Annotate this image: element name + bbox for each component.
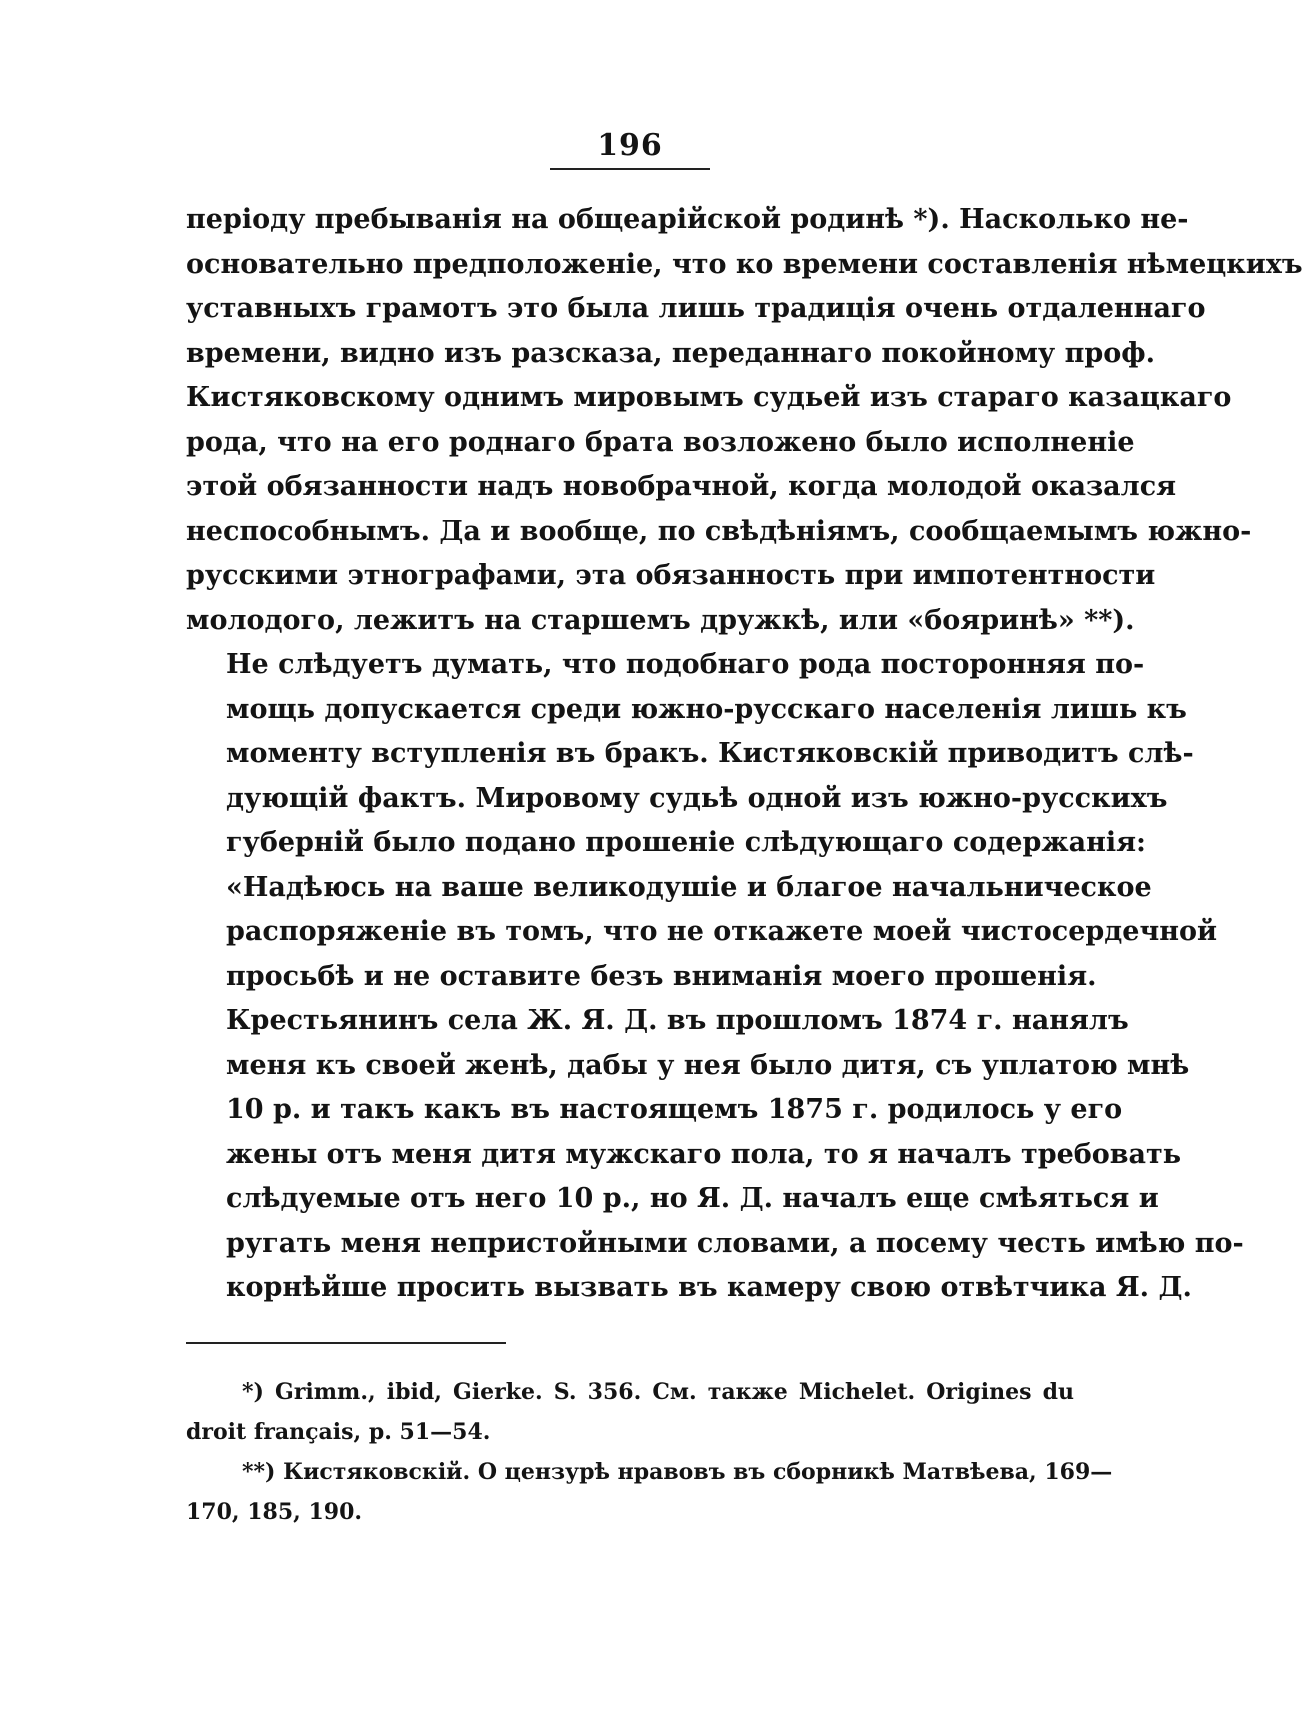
text-line: жены отъ меня дитя мужскаго пола, то я началъ требовать — [226, 1138, 1182, 1170]
text-line: губерній было подано прошеніе слѣдующаго содержанія: — [226, 827, 1147, 858]
text-line: моменту вступленія въ бракъ. Кистяковскій приводитъ слѣ- — [226, 738, 1194, 769]
text-line: «Надѣюсь на ваше великодушіе и благое начальническое — [226, 871, 1152, 903]
text-line: Крестьянинъ села Ж. Я. Д. въ прошломъ 1874 г. нанялъ — [226, 1005, 1129, 1036]
footnote-line: **) Кистяковскій. О цензурѣ нравовъ въ сборникѣ Матвѣева, 169— — [242, 1459, 1113, 1485]
paragraph-1 — [186, 198, 1303, 643]
text-line: русскими этнографами, эта обязанность при импотентности — [186, 560, 1156, 591]
footnote-separator — [186, 1342, 506, 1344]
footnote-line: *) Grimm., ibid, Gierke. S. 356. См. также Michelet. Origines du — [242, 1379, 1074, 1405]
text-line: распоряженіе въ томъ, что не откажете моей чистосердечной — [226, 916, 1218, 947]
text-line: основательно предположеніе, что ко времени составленія нѣмецкихъ — [186, 248, 1303, 280]
text-line: уставныхъ грамотъ это была лишь традиція очень отдаленнаго — [186, 293, 1206, 324]
text-line: рода, что на его роднаго брата возложено было исполненіе — [186, 426, 1135, 458]
text-line: дующій фактъ. Мировому судьѣ одной изъ южно-русскихъ — [226, 782, 1168, 814]
text-line: молодого, лежитъ на старшемъ дружкѣ, или «бояринѣ» **). — [186, 604, 1135, 636]
body-text — [186, 198, 1303, 1311]
text-line: просьбѣ и не оставите безъ вниманія моего прошенія. — [226, 960, 1097, 992]
text-line: Не слѣдуетъ думать, что подобнаго рода посторонняя по- — [226, 649, 1145, 680]
text-line: 10 р. и такъ какъ въ настоящемъ 1875 г. родилось у его — [226, 1094, 1123, 1125]
text-line: слѣдуемые отъ него 10 р., но Я. Д. началъ еще смѣяться и — [226, 1183, 1159, 1214]
footnote-line: droit français, p. 51—54. — [186, 1419, 491, 1445]
footnote-2 — [186, 1452, 1113, 1532]
page-number-rule — [550, 168, 710, 170]
paragraph-2 — [186, 643, 1244, 1311]
text-line: періоду пребыванія на общеарійской родинѣ *). Насколько не- — [186, 204, 1189, 235]
text-line: времени, видно изъ разсказа, переданнаго покойному проф. — [186, 337, 1155, 369]
text-line: этой обязанности надъ новобрачной, когда молодой оказался — [186, 471, 1177, 502]
footnote-1 — [186, 1372, 1074, 1452]
text-line: ругать меня непристойными словами, а посему честь имѣю по- — [226, 1227, 1244, 1259]
page-number: 196 — [597, 128, 663, 163]
text-line: корнѣйше просить вызвать въ камеру свою отвѣтчика Я. Д. — [226, 1272, 1192, 1303]
text-line: меня къ своей женѣ, дабы у нея было дитя, съ уплатою мнѣ — [226, 1049, 1190, 1081]
text-line: Кистяковскому однимъ мировымъ судьей изъ стараго казацкаго — [186, 382, 1232, 413]
footnote-line: 170, 185, 190. — [186, 1499, 363, 1525]
text-line: неспособнымъ. Да и вообще, по свѣдѣніямъ, сообщаемымъ южно- — [186, 515, 1252, 547]
footnotes — [186, 1372, 1113, 1532]
text-line: мощь допускается среди южно-русскаго населенія лишь къ — [226, 693, 1187, 725]
